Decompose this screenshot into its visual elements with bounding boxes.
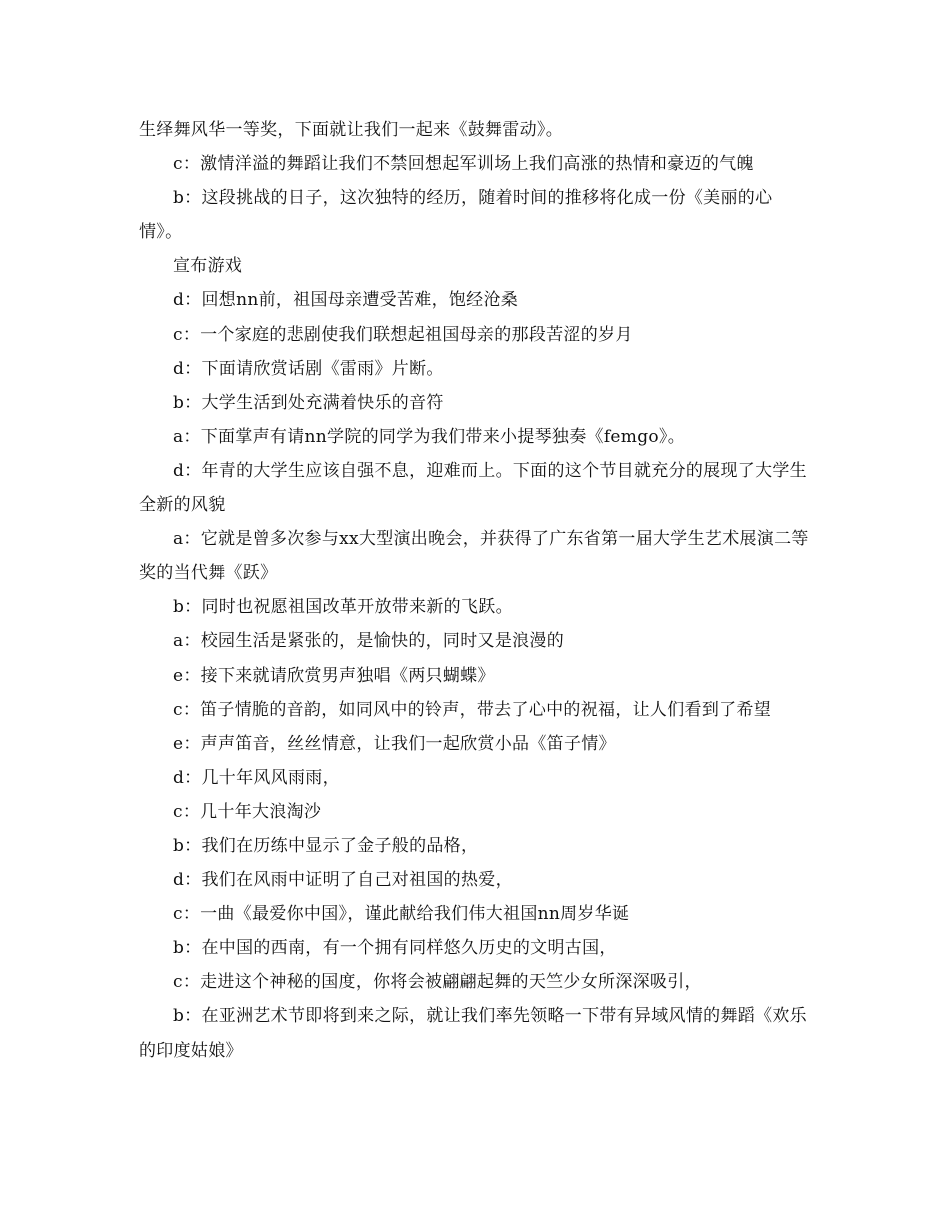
paragraph: d：年青的大学生应该自强不息，迎难而上。下面的这个节目就充分的展现了大学生全新的风貌 — [139, 460, 807, 516]
paragraph: c：笛子情脆的音韵，如同风中的铃声，带去了心中的祝福，让人们看到了希望 — [173, 699, 772, 720]
paragraph: b：同时也祝愿祖国改革开放带来新的飞跃。 — [173, 597, 513, 618]
paragraph: b：大学生活到处充满着快乐的音符 — [173, 392, 444, 413]
paragraph: b：在中国的西南，有一个拥有同样悠久历史的文明古国， — [173, 938, 617, 959]
document-body — [139, 113, 815, 1068]
paragraph: 生绎舞风华一等奖，下面就让我们一起来《鼓舞雷动》。 — [139, 120, 563, 140]
paragraph: e：接下来就请欣赏男声独唱《两只蝴蝶》 — [173, 665, 495, 686]
paragraph: c：激情洋溢的舞蹈让我们不禁回想起军训场上我们高涨的热情和豪迈的气魄 — [173, 154, 754, 175]
paragraph: b：这段挑战的日子，这次独特的经历，随着时间的推移将化成一份《美丽的心情》。 — [139, 188, 773, 243]
paragraph: c：走进这个神秘的国度，你将会被翩翩起舞的天竺少女所深深吸引， — [173, 972, 702, 993]
paragraph: b：在亚洲艺术节即将到来之际，就让我们率先领略一下带有异域风情的舞蹈《欢乐的印度姑娘》 — [139, 1006, 807, 1061]
paragraph: c：一个家庭的悲剧使我们联想起祖国母亲的那段苦涩的岁月 — [173, 324, 633, 345]
paragraph: a：下面掌声有请nn学院的同学为我们带来小提琴独奏《femgo》。 — [173, 426, 686, 447]
paragraph: c：一曲《最爱你中国》，谨此献给我们伟大祖国nn周岁华诞 — [173, 904, 630, 925]
paragraph: d：回想nn前，祖国母亲遭受苦难，饱经沧桑 — [173, 290, 519, 311]
paragraph: d：几十年风风雨雨， — [173, 767, 340, 788]
paragraph: c：几十年大浪淘沙 — [173, 801, 322, 822]
paragraph: e：声声笛音，丝丝情意，让我们一起欣赏小品《笛子情》 — [173, 733, 616, 754]
paragraph: a：它就是曾多次参与xx大型演出晚会，并获得了广东省第一届大学生艺术展演二等奖的当代舞《跃》 — [139, 529, 809, 584]
paragraph: d：我们在风雨中证明了自己对祖国的热爱， — [173, 870, 513, 891]
paragraph: b：我们在历练中显示了金子般的品格， — [173, 835, 479, 856]
paragraph: a：校园生活是紧张的，是愉快的，同时又是浪漫的 — [173, 631, 565, 652]
paragraph: 宣布游戏 — [173, 256, 243, 277]
paragraph: d：下面请欣赏话剧《雷雨》片断。 — [173, 358, 444, 379]
